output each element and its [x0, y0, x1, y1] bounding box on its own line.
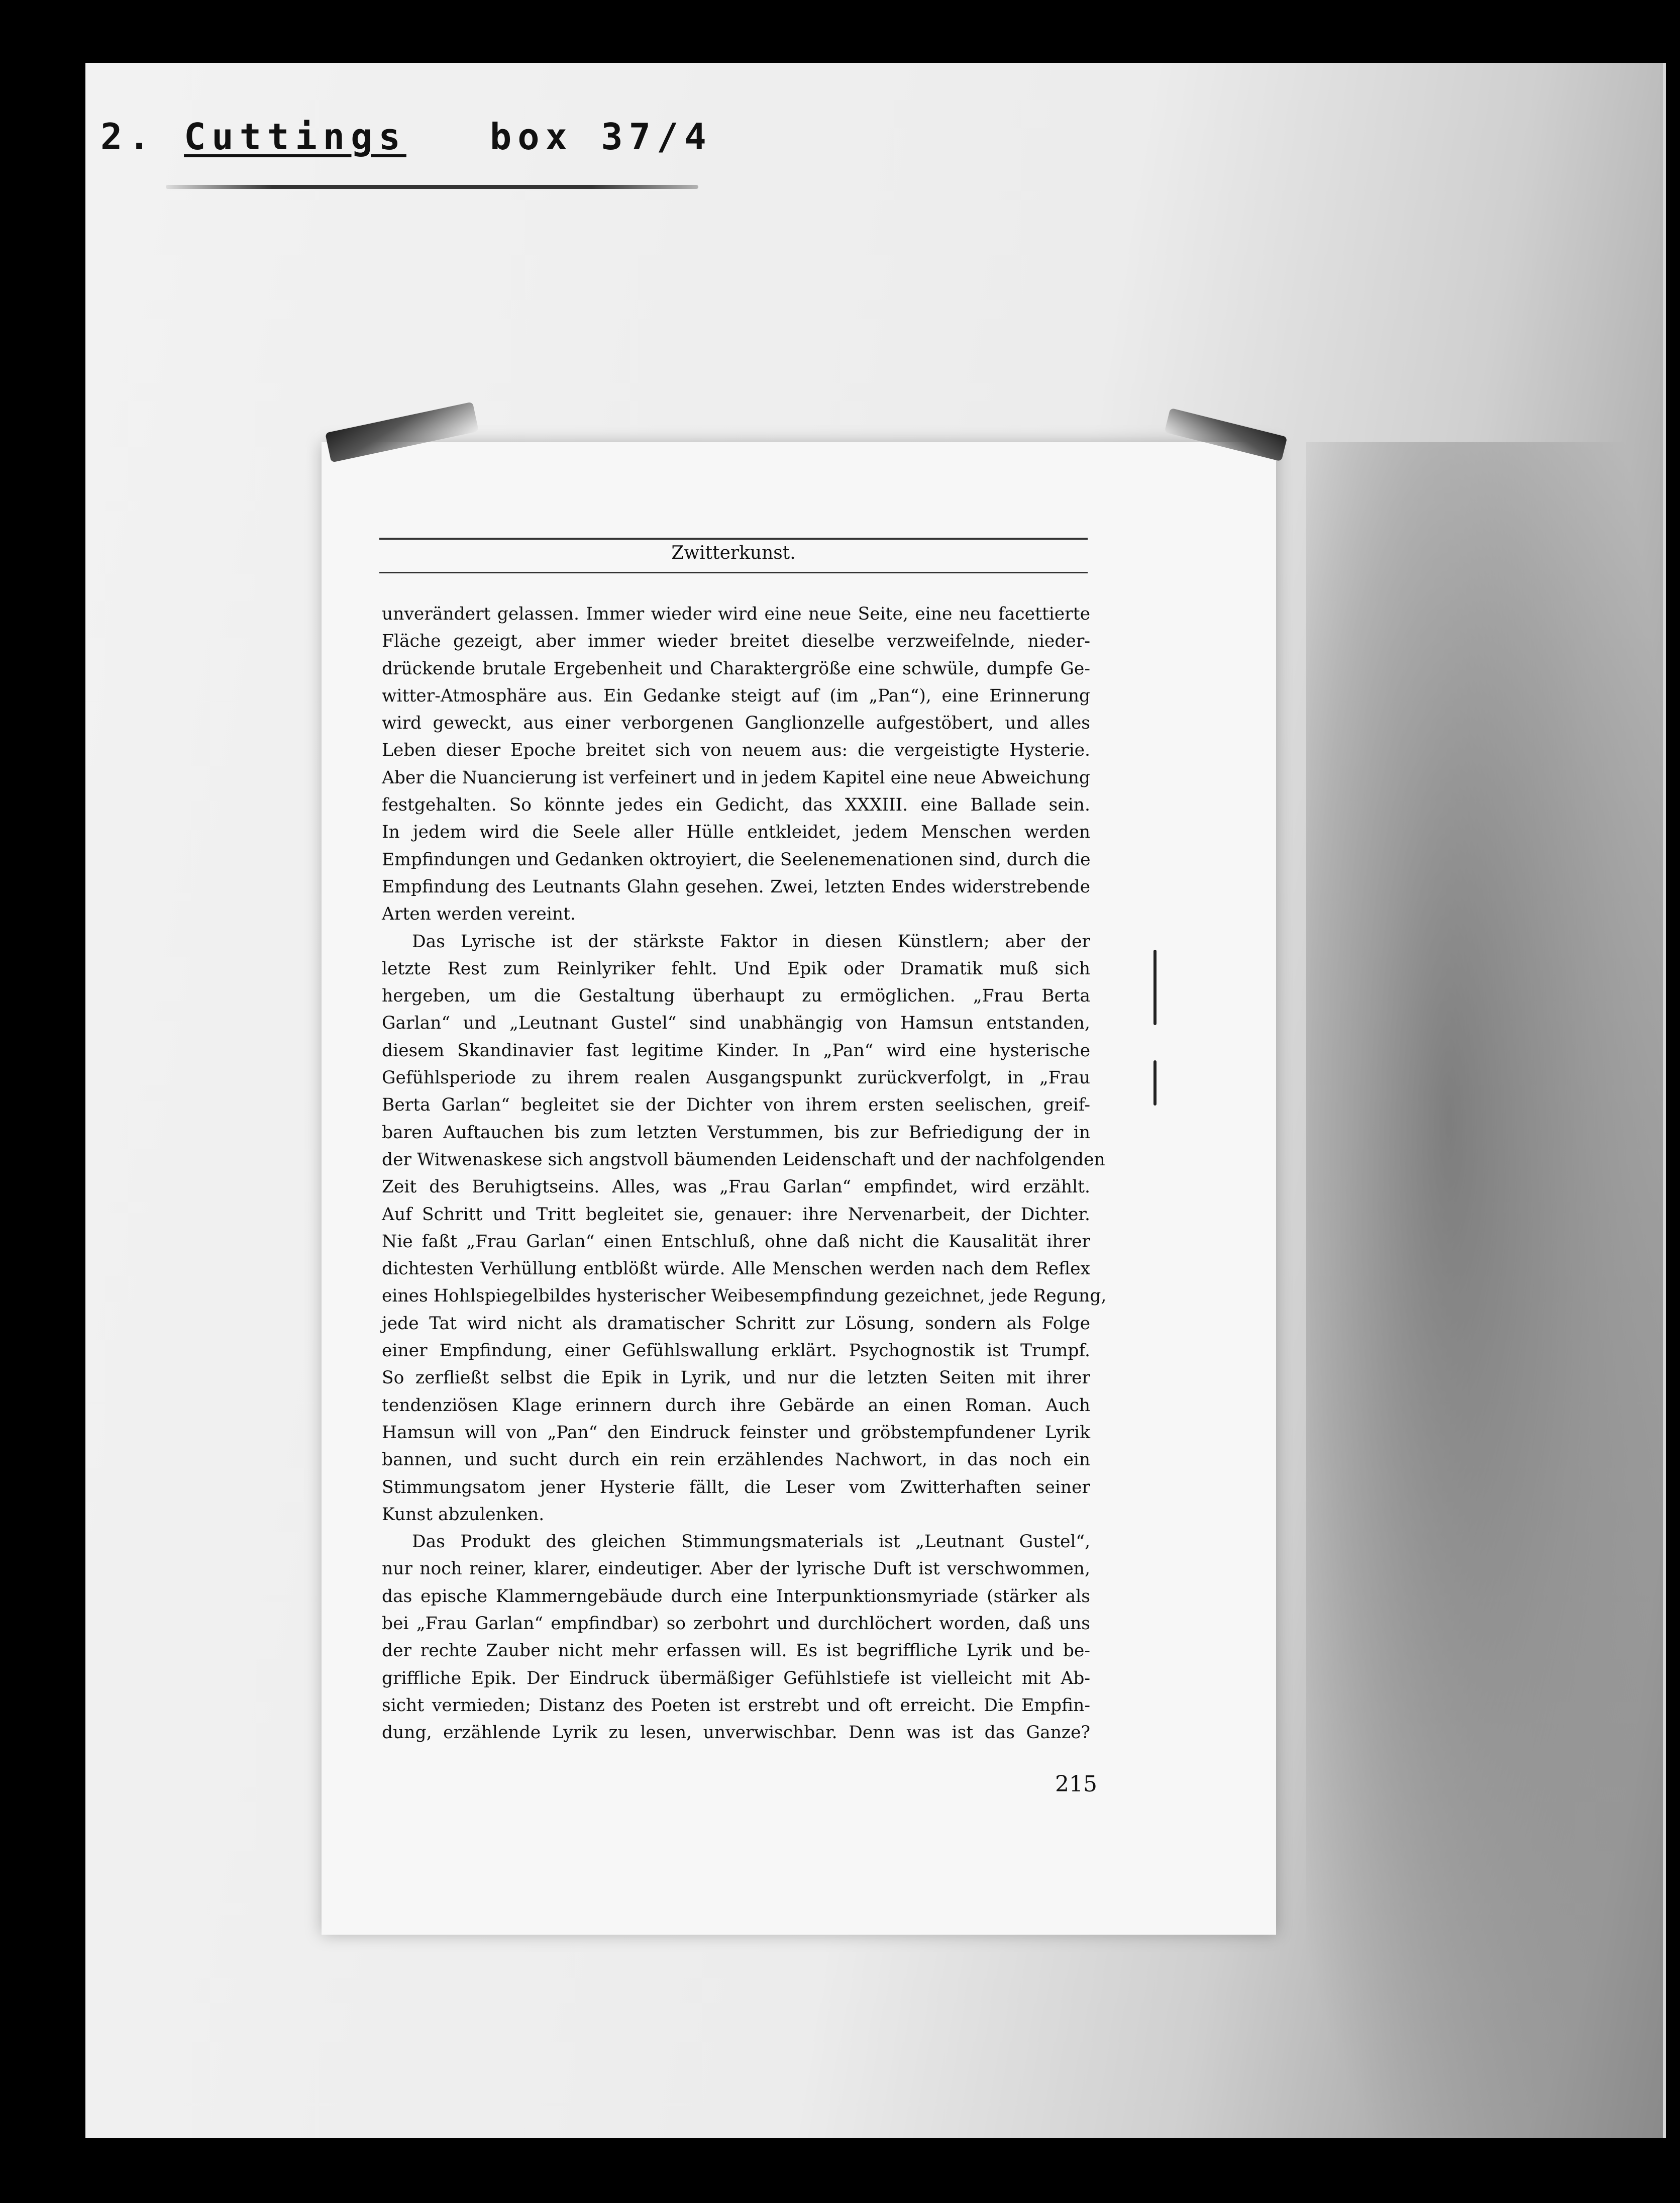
- text-line: Leben dieser Epoche breitet sich von neuem aus: die vergeistigte Hysterie.: [382, 740, 1090, 761]
- running-head: Zwitterkunst.: [671, 543, 796, 563]
- card-shadow: [1306, 442, 1663, 2136]
- text-line: Das Lyrische ist der stärkste Faktor in diesen Künstlern; aber der: [412, 931, 1090, 952]
- text-line: festgehalten. So könnte jedes ein Gedicht, das XXXIII. eine Ballade sein.: [382, 795, 1090, 816]
- text-line: einer Empfindung, einer Gefühlswallung erklärt. Psychognostik ist Trumpf.: [382, 1341, 1090, 1361]
- margin-pencil-mark: [1153, 1060, 1157, 1106]
- text-line: Aber die Nuancierung ist verfeinert und in jedem Kapitel eine neue Abweichung: [382, 767, 1090, 788]
- text-line: Hamsun will von „Pan“ den Eindruck feinster und gröbstempfundener Lyrik: [382, 1422, 1090, 1443]
- text-line: letzte Rest zum Reinlyriker fehlt. Und Epik oder Dramatik muß sich: [382, 958, 1090, 979]
- text-line: Nie faßt „Frau Garlan“ einen Entschluß, ohne daß nicht die Kausalität ihrer: [382, 1231, 1090, 1252]
- text-line: drückende brutale Ergebenheit und Charaktergröße eine schwüle, dumpfe Ge-: [382, 658, 1090, 679]
- text-line: Berta Garlan“ begleitet sie der Dichter von ihrem ersten seelischen, greif-: [382, 1095, 1090, 1116]
- text-line: baren Auftauchen bis zum letzten Verstummen, bis zur Befriedigung der in: [382, 1122, 1090, 1143]
- text-line: Das Produkt des gleichen Stimmungsmaterials ist „Leutnant Gustel“,: [412, 1532, 1090, 1552]
- margin-pencil-mark: [1153, 950, 1157, 1025]
- text-line: Empfindungen und Gedanken oktroyiert, die Seelenemenationen sind, durch die: [382, 849, 1091, 870]
- text-line: wird geweckt, aus einer verborgenen Ganglionzelle aufgestöbert, und alles: [382, 713, 1090, 734]
- label-prefix: 2.: [100, 116, 156, 158]
- text-line: Gefühlsperiode zu ihrem realen Ausgangspunkt zurückverfolgt, in „Frau: [382, 1068, 1090, 1088]
- text-line: der rechte Zauber nicht mehr erfassen will. Es ist begriffliche Lyrik und be-: [382, 1641, 1090, 1661]
- text-line: Arten werden vereint.: [382, 904, 576, 925]
- text-line: das epische Klammerngebäude durch eine Interpunktionsmyriade (stärker als: [382, 1586, 1090, 1607]
- text-line: Empfindung des Leutnants Glahn gesehen. Zwei, letzten Endes widerstrebende: [382, 876, 1090, 897]
- text-line: unverändert gelassen. Immer wieder wird eine neue Seite, eine neu facettierte: [382, 604, 1090, 624]
- archive-label: [100, 116, 712, 158]
- text-line: bannen, und sucht durch ein rein erzählendes Nachwort, in das noch ein: [382, 1450, 1090, 1470]
- text-line: diesem Skandinavier fast legitime Kinder. In „Pan“ wird eine hysterische: [382, 1040, 1090, 1061]
- text-line: nur noch reiner, klarer, eindeutiger. Aber der lyrische Duft ist verschwommen,: [382, 1559, 1090, 1579]
- text-line: dung, erzählende Lyrik zu lesen, unverwischbar. Denn was ist das Ganze?: [382, 1723, 1090, 1743]
- text-line: griffliche Epik. Der Eindruck übermäßiger Gefühlstiefe ist vielleicht mit Ab-: [382, 1668, 1090, 1688]
- text-line: eines Hohlspiegelbildes hysterischer Weibesempfindung gezeichnet, jede Regung,: [382, 1286, 1107, 1307]
- text-line: So zerfließt selbst die Epik in Lyrik, und nur die letzten Seiten mit ihrer: [382, 1368, 1090, 1388]
- label-rule: [166, 185, 698, 189]
- text-line: witter-Atmosphäre aus. Ein Gedanke steigt auf (im „Pan“), eine Erinnerung: [382, 685, 1090, 706]
- text-line: Kunst abzulenken.: [382, 1504, 545, 1525]
- text-line: Auf Schritt und Tritt begleitet sie, genauer: ihre Nervenarbeit, der Dichter.: [382, 1204, 1090, 1225]
- text-line: hergeben, um die Gestaltung überhaupt zu ermöglichen. „Frau Berta: [382, 986, 1090, 1007]
- label-box: box 37/4: [489, 116, 712, 158]
- running-head-rule-bottom: [379, 572, 1088, 573]
- article-body: [382, 600, 1107, 1746]
- text-line: der Witwenaskese sich angstvoll bäumenden Leidenschaft und der nachfolgenden: [382, 1149, 1105, 1170]
- text-line: dichtesten Verhüllung entblößt würde. Alle Menschen werden nach dem Reflex: [382, 1259, 1090, 1279]
- text-line: Garlan“ und „Leutnant Gustel“ sind unabhängig von Hamsun entstanden,: [382, 1013, 1090, 1034]
- text-line: tendenziösen Klage erinnern durch ihre Gebärde an einen Roman. Auch: [382, 1395, 1090, 1416]
- label-cuttings: Cuttings: [184, 116, 406, 158]
- running-head-rule-top: [379, 538, 1088, 540]
- text-line: sicht vermieden; Distanz des Poeten ist erstrebt und oft erreicht. Die Empfin-: [382, 1695, 1090, 1716]
- text-line: jede Tat wird nicht als dramatischer Schritt zur Lösung, sondern als Folge: [382, 1313, 1090, 1334]
- text-line: Fläche gezeigt, aber immer wieder breitet dieselbe verzweifelnde, nieder-: [382, 631, 1090, 652]
- text-line: In jedem wird die Seele aller Hülle entkleidet, jedem Menschen werden: [382, 822, 1090, 843]
- text-line: bei „Frau Garlan“ empfindbar) so zerbohrt und durchlöchert worden, daß uns: [382, 1613, 1090, 1634]
- text-line: Stimmungsatom jener Hysterie fällt, die Leser vom Zwitterhaften seiner: [382, 1477, 1090, 1497]
- page-number: 215: [1055, 1771, 1097, 1797]
- text-line: Zeit des Beruhigtseins. Alles, was „Frau Garlan“ empfindet, wird erzählt.: [382, 1177, 1090, 1197]
